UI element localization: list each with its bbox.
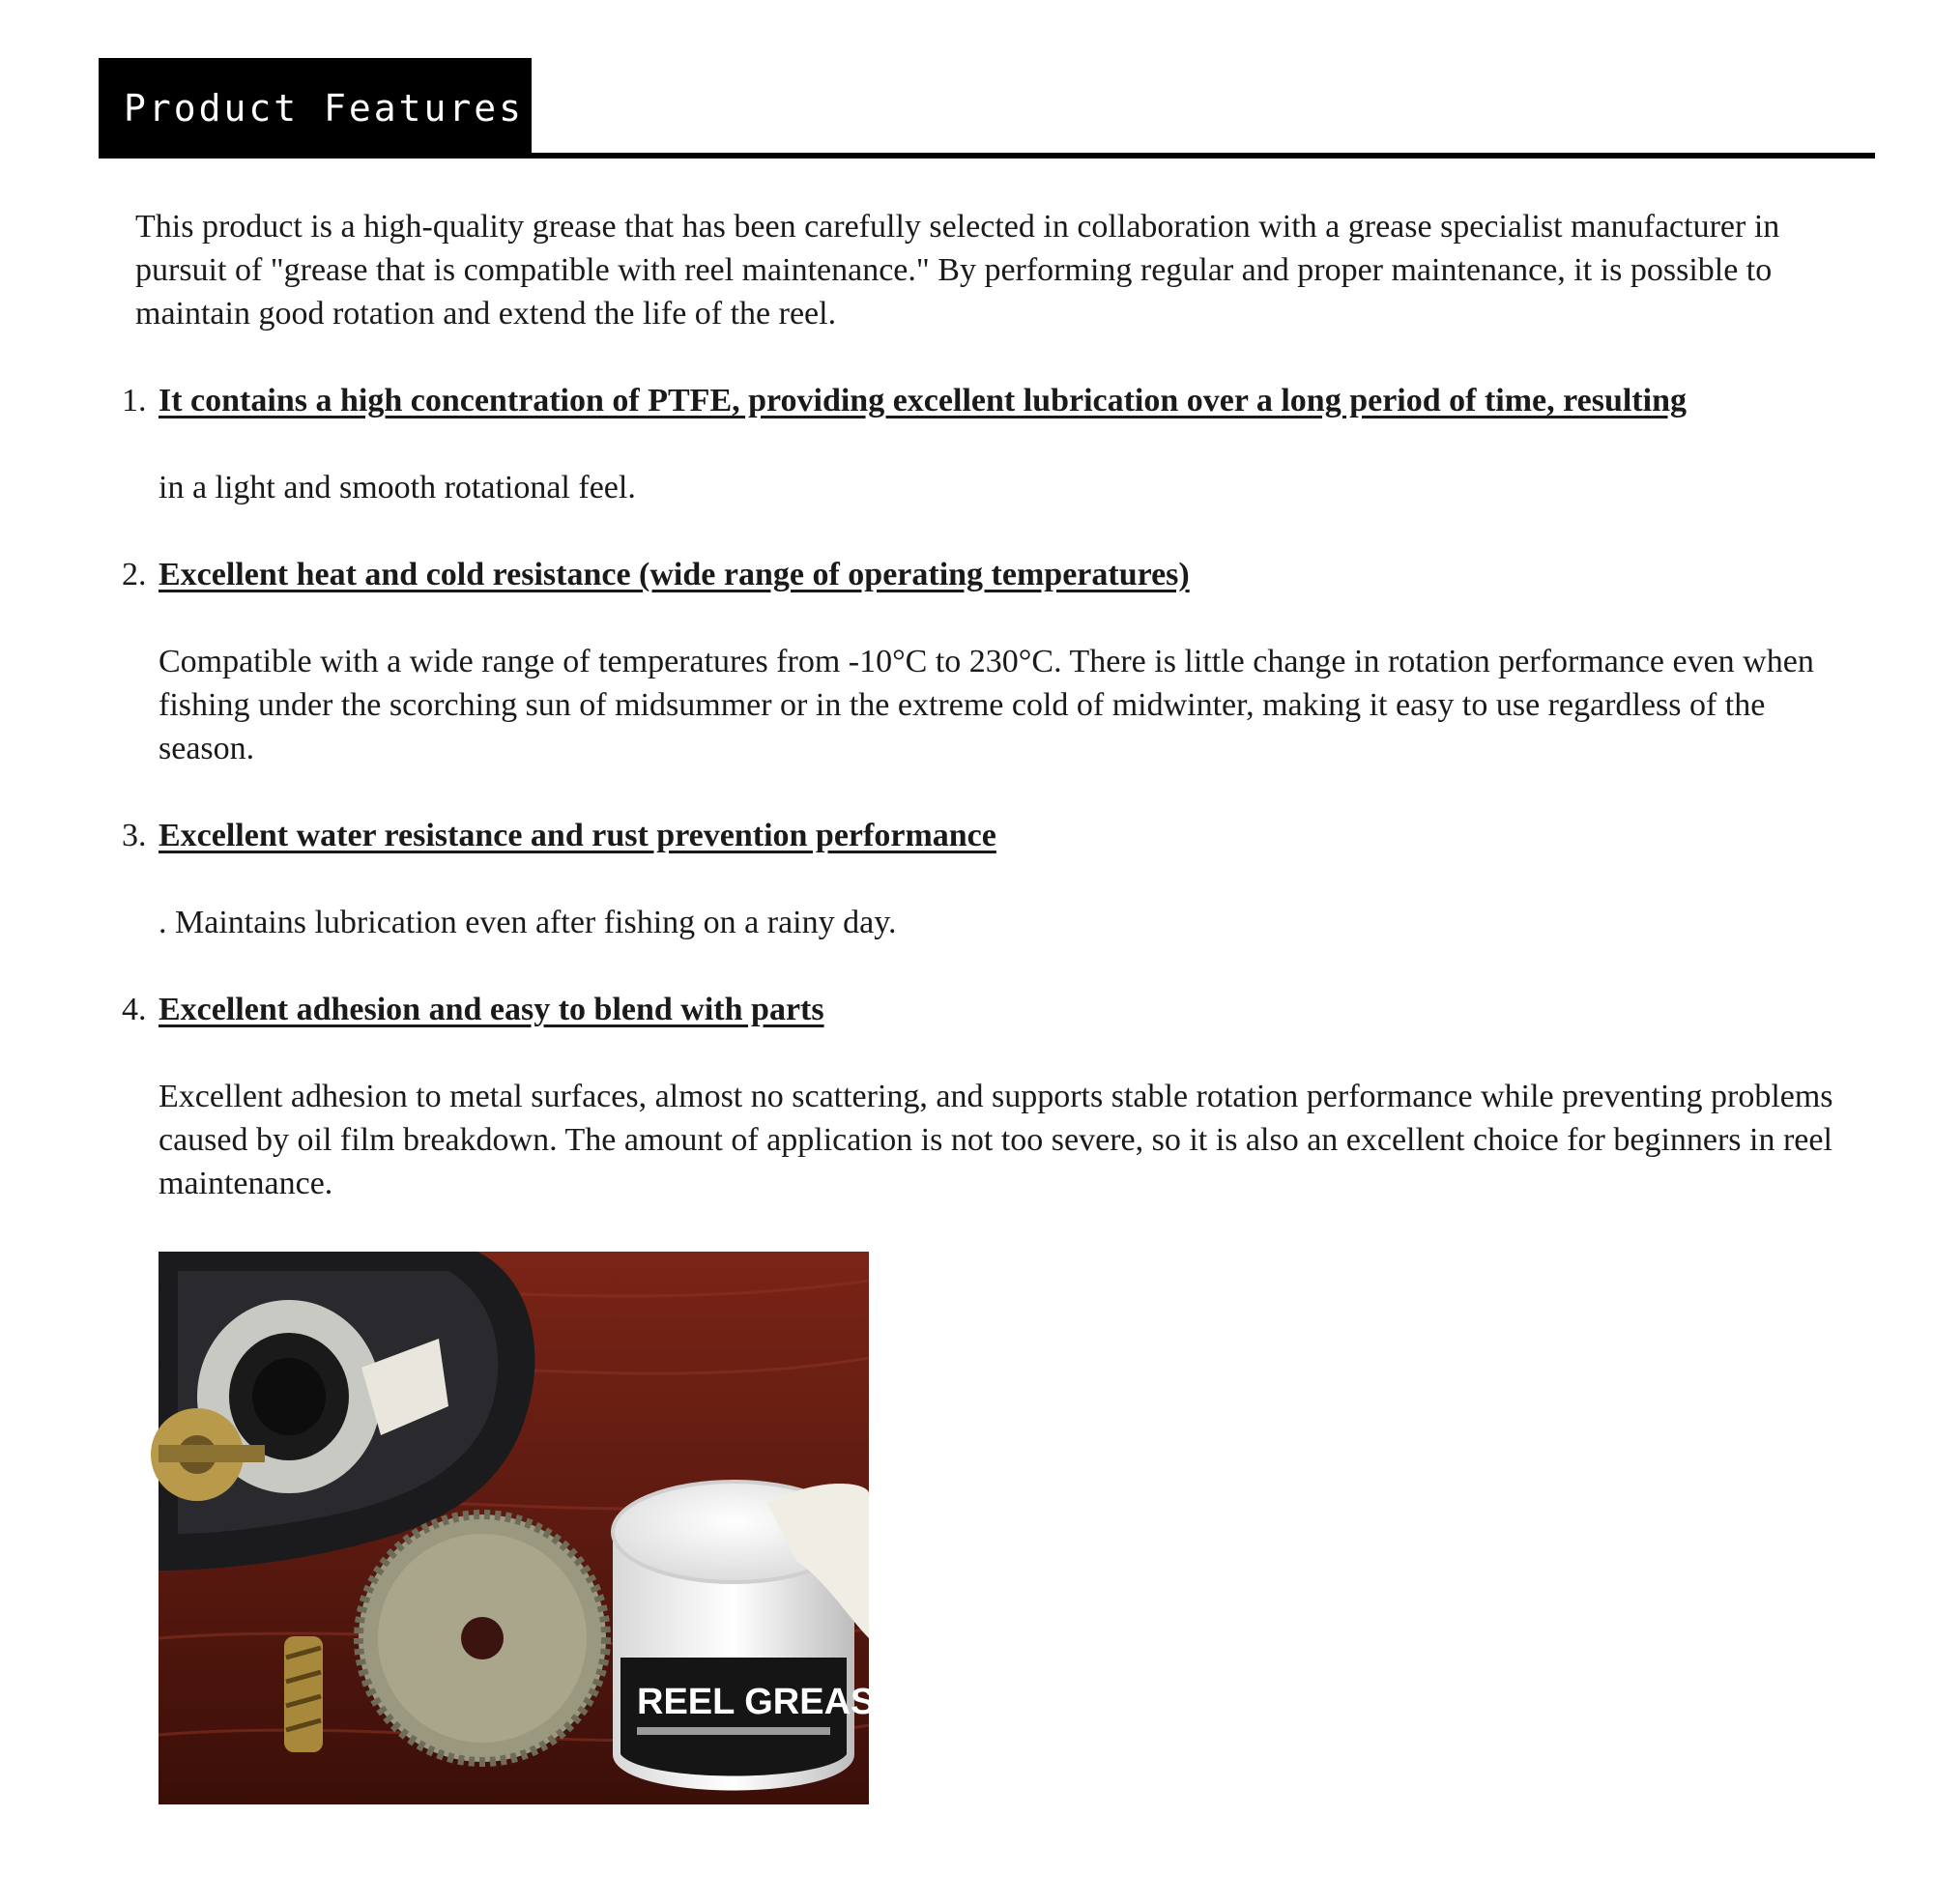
feature-description: Excellent adhesion to metal surfaces, almost no scattering, and supports stable rotation performance while preventing problems caused by oil film breakdown. The amount of application is not too severe, so it is also an excellent choice for beginners in reel maintenance. [159, 1079, 1833, 1201]
feature-heading-text: Excellent adhesion and easy to blend with parts [159, 992, 824, 1027]
section-title: Product Features [99, 58, 532, 159]
feature-heading-text: Excellent water resistance and rust prevention performance [159, 818, 996, 853]
feature-heading-text: It contains a high concentration of PTFE, providing excellent lubrication over a long period of time, resulting [159, 383, 1687, 418]
feature-heading [122, 988, 1856, 1031]
feature-number: 4. [122, 992, 147, 1027]
feature-heading-text: Excellent heat and cold resistance (wide range of operating temperatures) [159, 557, 1190, 592]
feature-number: 3. [122, 818, 147, 853]
feature-heading [122, 553, 1856, 596]
feature-item-1 [122, 379, 1856, 509]
feature-description: in a light and smooth rotational feel. [159, 470, 636, 505]
feature-item-4 [122, 988, 1856, 1205]
steel-gear [359, 1515, 606, 1762]
feature-description: Compatible with a wide range of temperatures from -10°C to 230°C. There is little change in rotation performance even when fishing under the scorching sun of midsummer or in the extreme cold of midwinter, making it easy to use regardless of the season. [159, 644, 1814, 766]
feature-description: . Maintains lubrication even after fishing on a rainy day. [159, 905, 897, 940]
pinion-gear [284, 1636, 323, 1752]
feature-item-3 [122, 814, 1856, 944]
reel-grease-illustration [159, 1252, 900, 1804]
feature-content [122, 205, 1856, 1205]
feature-heading [122, 814, 1856, 857]
feature-number: 1. [122, 383, 147, 418]
intro-paragraph: This product is a high-quality grease that has been carefully selected in collaboration with a grease specialist manufacturer in pursuit of "grease that is compatible with reel maintenance." By performing regular and proper maintenance, it is possible to maintain good rotation and extend the life of the reel. [135, 209, 1780, 332]
section-header [99, 58, 1875, 159]
feature-item-2 [122, 553, 1856, 770]
feature-number: 2. [122, 557, 147, 592]
header-divider [99, 153, 1875, 159]
product-photo [159, 1252, 900, 1804]
feature-heading [122, 379, 1856, 422]
jar-label: REEL GREASE [637, 1682, 900, 1722]
